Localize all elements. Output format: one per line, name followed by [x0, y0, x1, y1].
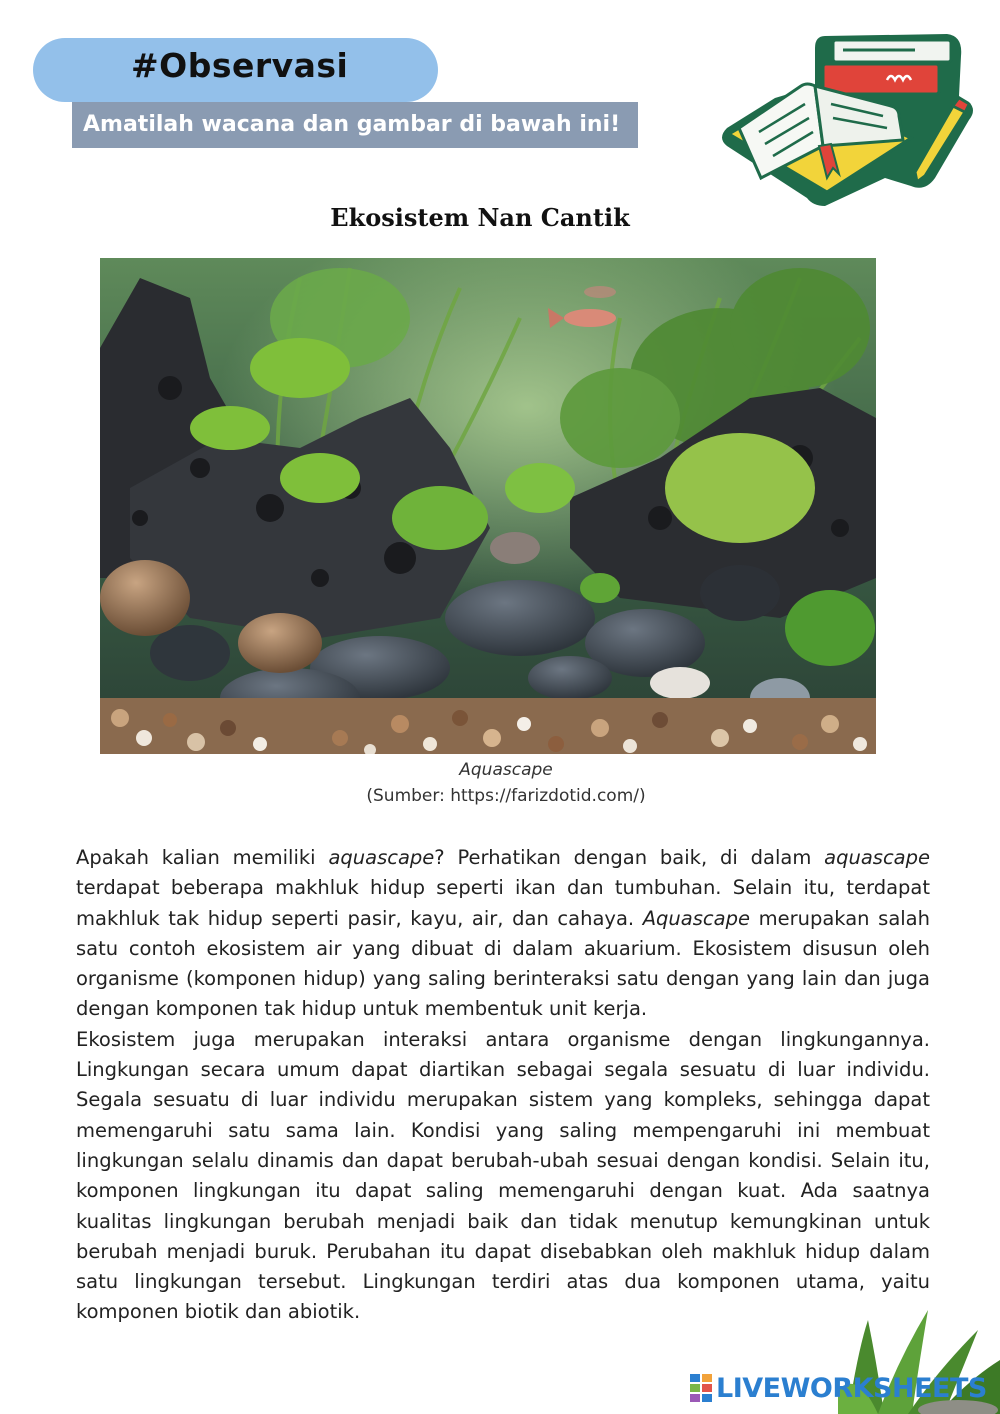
italic-term: aquascape	[824, 846, 930, 869]
paragraph-text: Apakah kalian memiliki	[76, 846, 329, 869]
italic-term: Aquascape	[642, 906, 750, 930]
header-tag: #Observasi	[131, 46, 349, 85]
aquascape-photo	[100, 258, 876, 754]
paragraph-text: merupakan salah satu contoh ekosistem air yang dibuat di dalam akuarium. Ekosistem disusun oleh organisme (komponen hidup) yang saling berinteraksi satu dengan yang lain dan juga dengan komponen tak hidup untuk membentuk unit kerja.	[76, 906, 930, 1021]
image-caption: Aquascape	[459, 760, 553, 780]
paragraph	[76, 1025, 930, 1328]
body-text	[76, 843, 930, 1328]
instruction-banner: Amatilah wacana dan gambar di bawah ini!	[72, 102, 638, 148]
liveworksheets-brand: LIVEWORKSHEETS	[716, 1372, 987, 1404]
paragraph-text: Ekosistem juga merupakan interaksi antara organisme dengan lingkungannya. Lingkungan secara umum dapat diartikan sebagai segala sesuatu di luar individu. Segala sesuatu di luar individu merupakan sistem yang kompleks, sehingga dapat memengaruhi satu sama lain. Kondisi yang saling mempengaruhi ini membuat lingkungan selalu dinamis dan dapat berubah-ubah sesuai dengan kondisi. Selain itu, komponen lingkungan itu dapat saling memengaruhi dengan kuat. Ada saatnya kualitas lingkungan berubah menjadi baik dan tidak menutup kemungkinan untuk berubah menjadi buruk. Perubahan itu dapat disebabkan oleh makhluk hidup dalam satu lingkungan tersebut. Lingkungan terdiri atas dua komponen utama, yaitu komponen biotik dan abiotik.	[76, 1027, 930, 1324]
header-tag-pill	[33, 38, 438, 102]
liveworksheets-logo	[690, 1370, 987, 1406]
liveworksheets-logo-icon	[690, 1374, 712, 1402]
italic-term: aquascape	[328, 846, 435, 869]
image-source: (Sumber: https://farizdotid.com/)	[366, 786, 646, 806]
document-title: Ekosistem Nan Cantik	[330, 203, 630, 232]
paragraph	[76, 843, 930, 1025]
books-illustration-icon	[715, 28, 977, 206]
paragraph-text: terdapat beberapa makhluk hidup seperti ikan dan tumbuhan. Selain itu, terdapat makhluk tak hidup seperti pasir, kayu, air, dan cahaya.	[76, 876, 930, 930]
paragraph-text: ? Perhatikan dengan baik, di dalam	[434, 846, 825, 869]
